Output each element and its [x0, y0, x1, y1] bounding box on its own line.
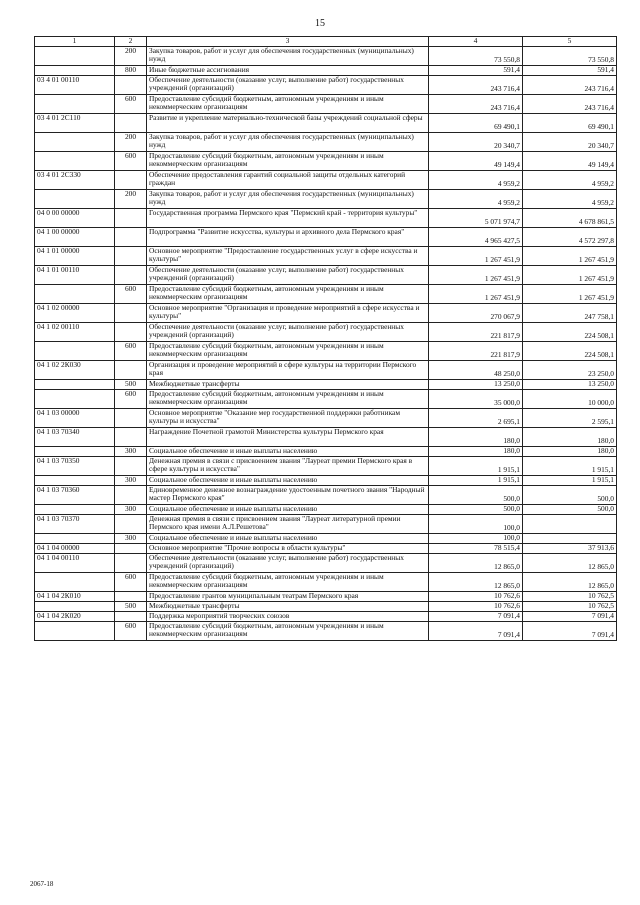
amount-year-2-cell: 12 865,0	[523, 572, 617, 591]
amount-year-1-cell: 180,0	[429, 446, 523, 456]
target-code-cell: 04 1 02 2К030	[35, 360, 115, 379]
amount-year-1-cell: 69 490,1	[429, 113, 523, 132]
amount-year-2-cell: 10 762,5	[523, 601, 617, 611]
table-row	[35, 572, 617, 591]
amount-year-2-cell: 591,4	[523, 65, 617, 75]
table-row	[35, 543, 617, 553]
amount-year-2-cell: 500,0	[523, 485, 617, 504]
amount-year-1-cell: 4 965 427,5	[429, 227, 523, 246]
amount-year-2-cell	[523, 533, 617, 543]
table-row	[35, 591, 617, 601]
column-header: 3	[147, 37, 429, 47]
table-row	[35, 94, 617, 113]
target-code-cell	[35, 601, 115, 611]
amount-year-2-cell: 1 267 451,9	[523, 284, 617, 303]
column-header: 2	[115, 37, 147, 47]
item-name-cell: Обеспечение деятельности (оказание услуг, выполнение работ) государственных учреждений (организаций)	[147, 553, 429, 572]
table-row	[35, 601, 617, 611]
item-name-cell: Закупка товаров, работ и услуг для обеспечения государственных (муниципальных) нужд	[147, 189, 429, 208]
target-code-cell: 04 0 00 00000	[35, 208, 115, 227]
target-code-cell: 04 1 04 2К020	[35, 611, 115, 621]
expense-type-cell	[115, 553, 147, 572]
expense-type-cell	[115, 75, 147, 94]
target-code-cell: 04 1 01 00110	[35, 265, 115, 284]
amount-year-2-cell: 180,0	[523, 446, 617, 456]
item-name-cell: Предоставление субсидий бюджетным, автономным учреждениям и иным некоммерческим организациям	[147, 151, 429, 170]
table-row	[35, 485, 617, 504]
item-name-cell: Обеспечение деятельности (оказание услуг, выполнение работ) государственных учреждений (организаций)	[147, 322, 429, 341]
item-name-cell: Предоставление субсидий бюджетным, автономным учреждениям и иным некоммерческим организациям	[147, 341, 429, 360]
amount-year-1-cell: 20 340,7	[429, 132, 523, 151]
expense-type-cell	[115, 303, 147, 322]
amount-year-1-cell: 221 817,9	[429, 341, 523, 360]
expense-type-cell	[115, 208, 147, 227]
item-name-cell: Денежная премия в связи с присвоением звания "Лауреат литературной премии Пермского края имени А.Л.Решетова"	[147, 514, 429, 533]
target-code-cell	[35, 621, 115, 640]
item-name-cell: Закупка товаров, работ и услуг для обеспечения государственных (муниципальных) нужд	[147, 46, 429, 65]
target-code-cell	[35, 446, 115, 456]
table-row	[35, 284, 617, 303]
table-row	[35, 456, 617, 475]
amount-year-1-cell: 180,0	[429, 427, 523, 446]
target-code-cell: 03 4 01 2С110	[35, 113, 115, 132]
table-row	[35, 553, 617, 572]
amount-year-2-cell: 1 915,1	[523, 475, 617, 485]
item-name-cell: Организация и проведение мероприятий в сфере культуры на территории Пермского края	[147, 360, 429, 379]
amount-year-1-cell: 1 267 451,9	[429, 284, 523, 303]
item-name-cell: Предоставление субсидий бюджетным, автономным учреждениям и иным некоммерческим организациям	[147, 389, 429, 408]
amount-year-1-cell: 73 550,8	[429, 46, 523, 65]
target-code-cell	[35, 151, 115, 170]
table-row	[35, 408, 617, 427]
target-code-cell	[35, 572, 115, 591]
amount-year-2-cell: 37 913,6	[523, 543, 617, 553]
table-row	[35, 113, 617, 132]
item-name-cell: Социальное обеспечение и иные выплаты населению	[147, 446, 429, 456]
amount-year-1-cell: 4 959,2	[429, 189, 523, 208]
table-row	[35, 389, 617, 408]
amount-year-1-cell: 4 959,2	[429, 170, 523, 189]
item-name-cell: Основное мероприятие "Прочие вопросы в области культуры"	[147, 543, 429, 553]
table-row	[35, 379, 617, 389]
expense-type-cell: 300	[115, 446, 147, 456]
target-code-cell: 04 1 02 00000	[35, 303, 115, 322]
amount-year-2-cell: 10 762,5	[523, 591, 617, 601]
amount-year-2-cell: 4 959,2	[523, 189, 617, 208]
table-body	[35, 46, 617, 640]
item-name-cell: Денежная премия в связи с присвоением звания "Лауреат премии Пермского края в сфере культуры и искусства"	[147, 456, 429, 475]
expense-type-cell	[115, 427, 147, 446]
item-name-cell: Закупка товаров, работ и услуг для обеспечения государственных (муниципальных) нужд	[147, 132, 429, 151]
column-header: 1	[35, 37, 115, 47]
item-name-cell: Основное мероприятие "Предоставление государственных услуг в сфере искусства и культуры"	[147, 246, 429, 265]
amount-year-1-cell: 270 067,9	[429, 303, 523, 322]
table-row	[35, 533, 617, 543]
amount-year-1-cell: 49 149,4	[429, 151, 523, 170]
amount-year-2-cell: 243 716,4	[523, 75, 617, 94]
table-row	[35, 475, 617, 485]
amount-year-2-cell: 49 149,4	[523, 151, 617, 170]
expense-type-cell: 200	[115, 189, 147, 208]
expense-type-cell: 200	[115, 46, 147, 65]
expense-type-cell: 600	[115, 284, 147, 303]
amount-year-1-cell: 10 762,6	[429, 591, 523, 601]
target-code-cell: 04 1 01 00000	[35, 246, 115, 265]
expense-type-cell: 800	[115, 65, 147, 75]
page-number: 15	[315, 18, 325, 29]
table-row	[35, 65, 617, 75]
expense-type-cell: 600	[115, 572, 147, 591]
item-name-cell: Предоставление субсидий бюджетным, автономным учреждениям и иным некоммерческим организациям	[147, 284, 429, 303]
amount-year-2-cell: 224 508,1	[523, 322, 617, 341]
table-row	[35, 446, 617, 456]
amount-year-1-cell: 5 071 974,7	[429, 208, 523, 227]
expense-type-cell: 600	[115, 389, 147, 408]
amount-year-1-cell: 13 250,0	[429, 379, 523, 389]
amount-year-2-cell: 20 340,7	[523, 132, 617, 151]
expense-type-cell	[115, 408, 147, 427]
expense-type-cell	[115, 265, 147, 284]
target-code-cell: 04 1 04 00000	[35, 543, 115, 553]
expense-type-cell	[115, 170, 147, 189]
expense-type-cell: 600	[115, 94, 147, 113]
target-code-cell	[35, 94, 115, 113]
amount-year-2-cell: 12 865,0	[523, 553, 617, 572]
amount-year-2-cell: 1 267 451,9	[523, 265, 617, 284]
amount-year-1-cell: 100,0	[429, 514, 523, 533]
item-name-cell: Предоставление субсидий бюджетным, автономным учреждениям и иным некоммерческим организациям	[147, 621, 429, 640]
item-name-cell: Предоставление грантов муниципальным театрам Пермского края	[147, 591, 429, 601]
amount-year-2-cell: 1 267 451,9	[523, 246, 617, 265]
amount-year-1-cell: 243 716,4	[429, 75, 523, 94]
table-row	[35, 246, 617, 265]
expense-type-cell	[115, 591, 147, 601]
target-code-cell	[35, 475, 115, 485]
table-row	[35, 46, 617, 65]
amount-year-2-cell: 69 490,1	[523, 113, 617, 132]
target-code-cell: 04 1 00 00000	[35, 227, 115, 246]
target-code-cell: 04 1 03 70350	[35, 456, 115, 475]
target-code-cell: 04 1 04 00110	[35, 553, 115, 572]
amount-year-1-cell: 78 515,4	[429, 543, 523, 553]
table-row	[35, 611, 617, 621]
amount-year-1-cell: 10 762,6	[429, 601, 523, 611]
target-code-cell	[35, 46, 115, 65]
expense-type-cell: 300	[115, 504, 147, 514]
expense-type-cell: 300	[115, 533, 147, 543]
amount-year-2-cell: 4 959,2	[523, 170, 617, 189]
item-name-cell: Единовременное денежное вознаграждение удостоенным почетного звания "Народный мастер Пермского края"	[147, 485, 429, 504]
amount-year-1-cell: 591,4	[429, 65, 523, 75]
amount-year-1-cell: 100,0	[429, 533, 523, 543]
table-row	[35, 170, 617, 189]
target-code-cell: 04 1 04 2К010	[35, 591, 115, 601]
expense-type-cell	[115, 360, 147, 379]
table-row	[35, 151, 617, 170]
table-row	[35, 265, 617, 284]
table-row	[35, 75, 617, 94]
amount-year-1-cell: 500,0	[429, 485, 523, 504]
expense-type-cell	[115, 611, 147, 621]
amount-year-2-cell: 500,0	[523, 504, 617, 514]
amount-year-2-cell: 23 250,0	[523, 360, 617, 379]
item-name-cell: Обеспечение деятельности (оказание услуг, выполнение работ) государственных учреждений (организаций)	[147, 75, 429, 94]
target-code-cell: 04 1 03 70360	[35, 485, 115, 504]
table-row	[35, 132, 617, 151]
target-code-cell: 04 1 02 00110	[35, 322, 115, 341]
footer-code: 2067-18	[30, 880, 54, 888]
amount-year-2-cell: 73 550,8	[523, 46, 617, 65]
budget-table	[34, 36, 617, 641]
amount-year-2-cell: 4 678 861,5	[523, 208, 617, 227]
amount-year-1-cell: 2 695,1	[429, 408, 523, 427]
amount-year-2-cell: 243 716,4	[523, 94, 617, 113]
expense-type-cell	[115, 485, 147, 504]
expense-type-cell	[115, 514, 147, 533]
table-row	[35, 341, 617, 360]
target-code-cell: 04 1 03 00000	[35, 408, 115, 427]
target-code-cell	[35, 189, 115, 208]
item-name-cell: Межбюджетные трансферты	[147, 379, 429, 389]
amount-year-2-cell: 1 915,1	[523, 456, 617, 475]
target-code-cell	[35, 389, 115, 408]
item-name-cell: Государственная программа Пермского края "Пермский край - территория культуры"	[147, 208, 429, 227]
item-name-cell: Социальное обеспечение и иные выплаты населению	[147, 504, 429, 514]
target-code-cell	[35, 284, 115, 303]
table-row	[35, 322, 617, 341]
amount-year-2-cell: 4 572 297,8	[523, 227, 617, 246]
target-code-cell	[35, 65, 115, 75]
column-header: 5	[523, 37, 617, 47]
table-row	[35, 303, 617, 322]
table-header-row	[35, 37, 617, 47]
table-row	[35, 227, 617, 246]
table-row	[35, 514, 617, 533]
amount-year-1-cell: 1 267 451,9	[429, 246, 523, 265]
item-name-cell: Подпрограмма "Развитие искусства, культуры и архивного дела Пермского края"	[147, 227, 429, 246]
item-name-cell: Социальное обеспечение и иные выплаты населению	[147, 533, 429, 543]
amount-year-1-cell: 500,0	[429, 504, 523, 514]
table-row	[35, 621, 617, 640]
item-name-cell: Иные бюджетные ассигнования	[147, 65, 429, 75]
item-name-cell: Обеспечение предоставления гарантий социальной защиты отдельных категорий граждан	[147, 170, 429, 189]
item-name-cell: Предоставление субсидий бюджетным, автономным учреждениям и иным некоммерческим организациям	[147, 572, 429, 591]
expense-type-cell	[115, 246, 147, 265]
target-code-cell	[35, 533, 115, 543]
amount-year-1-cell: 7 091,4	[429, 621, 523, 640]
expense-type-cell	[115, 113, 147, 132]
table-row	[35, 208, 617, 227]
table-row	[35, 504, 617, 514]
expense-type-cell: 600	[115, 621, 147, 640]
amount-year-1-cell: 1 267 451,9	[429, 265, 523, 284]
table-row	[35, 360, 617, 379]
amount-year-1-cell: 35 000,0	[429, 389, 523, 408]
expense-type-cell	[115, 543, 147, 553]
item-name-cell: Межбюджетные трансферты	[147, 601, 429, 611]
expense-type-cell: 200	[115, 132, 147, 151]
target-code-cell: 04 1 03 70370	[35, 514, 115, 533]
expense-type-cell	[115, 456, 147, 475]
amount-year-2-cell	[523, 514, 617, 533]
expense-type-cell: 500	[115, 601, 147, 611]
amount-year-2-cell: 10 000,0	[523, 389, 617, 408]
target-code-cell: 03 4 01 00110	[35, 75, 115, 94]
amount-year-2-cell: 224 508,1	[523, 341, 617, 360]
amount-year-1-cell: 243 716,4	[429, 94, 523, 113]
amount-year-2-cell: 247 758,1	[523, 303, 617, 322]
amount-year-1-cell: 221 817,9	[429, 322, 523, 341]
expense-type-cell: 300	[115, 475, 147, 485]
amount-year-1-cell: 1 915,1	[429, 475, 523, 485]
expense-type-cell: 500	[115, 379, 147, 389]
item-name-cell: Развитие и укрепление материально-технической базы учреждений социальной сферы	[147, 113, 429, 132]
amount-year-2-cell: 7 091,4	[523, 621, 617, 640]
item-name-cell: Основное мероприятие "Организация и проведение мероприятий в сфере искусства и культуры"	[147, 303, 429, 322]
amount-year-2-cell: 180,0	[523, 427, 617, 446]
amount-year-1-cell: 12 865,0	[429, 553, 523, 572]
item-name-cell: Обеспечение деятельности (оказание услуг, выполнение работ) государственных учреждений (организаций)	[147, 265, 429, 284]
target-code-cell	[35, 341, 115, 360]
amount-year-2-cell: 7 091,4	[523, 611, 617, 621]
expense-type-cell: 600	[115, 341, 147, 360]
table-row	[35, 189, 617, 208]
table-row	[35, 427, 617, 446]
amount-year-2-cell: 13 250,0	[523, 379, 617, 389]
item-name-cell: Поддержка мероприятий творческих союзов	[147, 611, 429, 621]
item-name-cell: Основное мероприятие "Оказание мер государственной поддержки работникам культуры и искусства"	[147, 408, 429, 427]
amount-year-1-cell: 7 091,4	[429, 611, 523, 621]
expense-type-cell: 600	[115, 151, 147, 170]
target-code-cell	[35, 379, 115, 389]
expense-type-cell	[115, 227, 147, 246]
item-name-cell: Награждение Почетной грамотой Министерства культуры Пермского края	[147, 427, 429, 446]
expense-type-cell	[115, 322, 147, 341]
target-code-cell: 03 4 01 2С330	[35, 170, 115, 189]
column-header: 4	[429, 37, 523, 47]
item-name-cell: Предоставление субсидий бюджетным, автономным учреждениям и иным некоммерческим организациям	[147, 94, 429, 113]
target-code-cell	[35, 132, 115, 151]
amount-year-1-cell: 48 250,0	[429, 360, 523, 379]
item-name-cell: Социальное обеспечение и иные выплаты населению	[147, 475, 429, 485]
amount-year-1-cell: 1 915,1	[429, 456, 523, 475]
amount-year-2-cell: 2 595,1	[523, 408, 617, 427]
target-code-cell: 04 1 03 70340	[35, 427, 115, 446]
amount-year-1-cell: 12 865,0	[429, 572, 523, 591]
target-code-cell	[35, 504, 115, 514]
